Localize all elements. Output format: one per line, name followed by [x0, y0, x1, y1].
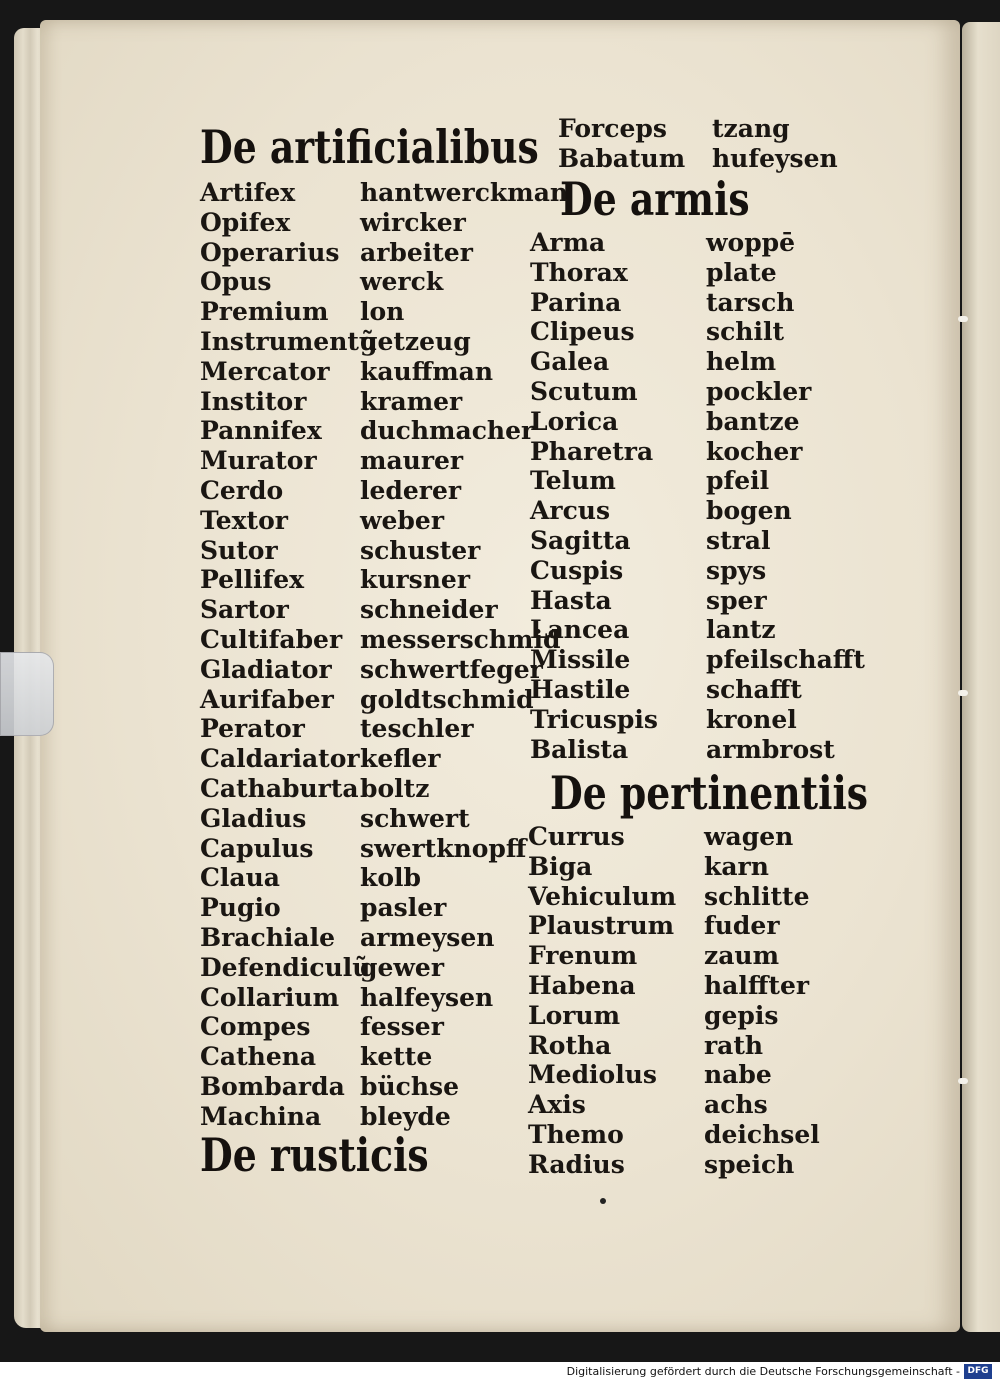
latin-term: Rotha: [528, 1030, 612, 1060]
latin-term: Hasta: [530, 585, 612, 615]
latin-term: Compes: [200, 1012, 311, 1042]
latin-term: Pugio: [200, 893, 281, 923]
german-term: speich: [704, 1149, 795, 1179]
latin-term: Axis: [528, 1090, 586, 1120]
german-term: zaum: [704, 941, 780, 971]
latin-term: Artifex: [200, 178, 296, 207]
german-term: kursner: [360, 565, 470, 595]
german-term: swertknopff: [360, 833, 527, 863]
latin-term: Mediolus: [528, 1060, 657, 1090]
binding-thread: [958, 1078, 968, 1084]
german-term: pfeilschafft: [706, 645, 865, 675]
latin-term: Telum: [530, 466, 616, 496]
latin-term: Lancea: [530, 615, 630, 645]
heading-armis: De armis: [560, 172, 750, 226]
german-term: wagen: [704, 822, 794, 851]
latin-term: Opus: [200, 267, 272, 297]
german-term: bleyde: [360, 1101, 451, 1131]
latin-term: Cerdo: [200, 476, 284, 505]
german-term: kronel: [706, 704, 797, 734]
german-term: kefler: [360, 744, 441, 774]
latin-term: Mercator: [200, 356, 330, 386]
latin-term: Pellifex: [200, 565, 305, 595]
german-term: werck: [360, 267, 444, 297]
german-term: arbeiter: [360, 237, 473, 267]
latin-term: Collarium: [200, 982, 340, 1012]
german-term: karn: [704, 851, 769, 881]
latin-term: Galea: [530, 347, 610, 377]
german-term: stral: [706, 526, 771, 555]
latin-term: Arma: [530, 228, 606, 257]
latin-term: Pannifex: [200, 416, 322, 446]
facing-page-edge: [962, 22, 1000, 1332]
german-term: armbrost: [706, 734, 835, 764]
latin-term: Claua: [200, 863, 280, 893]
latin-term: Institor: [200, 386, 307, 416]
latin-term: Vehiculum: [528, 881, 677, 911]
german-term: schlitte: [704, 881, 810, 911]
german-term: fesser: [360, 1012, 444, 1042]
latin-term: Aurifaber: [200, 684, 334, 714]
german-term: kramer: [360, 386, 463, 416]
digitization-footer: [0, 1362, 1000, 1382]
german-term: hantwerckman: [360, 178, 569, 207]
german-term: plate: [706, 257, 777, 287]
latin-term: Operarius: [200, 237, 340, 267]
latin-term: Balista: [530, 734, 629, 764]
german-term: woppē: [706, 228, 796, 257]
latin-term: Gladiator: [200, 654, 332, 684]
german-term: lantz: [706, 615, 776, 645]
latin-term: Missile: [530, 645, 631, 675]
binding-thread: [958, 690, 968, 696]
german-term: achs: [704, 1090, 768, 1120]
latin-term: Radius: [528, 1149, 625, 1179]
latin-term: Bombarda: [200, 1072, 345, 1101]
latin-term: Sartor: [200, 595, 289, 625]
german-term: halfeysen: [360, 982, 494, 1012]
latin-term: Opifex: [200, 207, 291, 237]
latin-term: Currus: [528, 822, 625, 851]
german-term: kette: [360, 1042, 433, 1072]
latin-term: Parina: [530, 287, 622, 317]
german-term: nabe: [704, 1060, 772, 1090]
latin-term: Capulus: [200, 833, 314, 863]
german-term: pockler: [706, 377, 812, 406]
binding-thread: [958, 316, 968, 322]
latin-term: Clipeus: [530, 317, 635, 347]
german-term: bantze: [706, 406, 800, 436]
latin-term: Caldariator: [200, 744, 360, 774]
german-term: weber: [360, 505, 444, 535]
german-term: pfeil: [706, 466, 770, 496]
latin-term: Tricuspis: [530, 704, 658, 734]
latin-term: Cuspis: [530, 555, 624, 585]
german-term: duchmacher: [360, 416, 535, 446]
latin-term: Sagitta: [530, 526, 631, 555]
german-term: kauffman: [360, 356, 494, 386]
latin-term: Sutor: [200, 535, 278, 565]
latin-term: Premium: [200, 297, 329, 327]
german-term: lederer: [360, 476, 462, 505]
german-term: fuder: [704, 911, 780, 941]
latin-term: Arcus: [530, 496, 611, 526]
german-term: büchse: [360, 1072, 460, 1101]
latin-term: Gladius: [200, 803, 307, 833]
latin-term: Cathaburta: [200, 774, 359, 803]
german-term: pasler: [360, 893, 447, 923]
heading-artificialibus: De artificialibus: [200, 120, 539, 174]
latin-term: Biga: [528, 851, 593, 881]
german-term: schwertfeger: [360, 654, 543, 684]
german-term: maurer: [360, 446, 464, 476]
footer-credit: Digitalisierung gefördert durch die Deutsche Forschungsgemeinschaft -: [566, 1365, 960, 1378]
german-term: gepis: [704, 1000, 779, 1030]
latin-term: Textor: [200, 505, 288, 535]
german-term: halffter: [704, 971, 810, 1000]
latin-term: Pharetra: [530, 436, 654, 466]
german-term: schwert: [360, 803, 470, 833]
latin-term: Habena: [528, 971, 636, 1000]
latin-term: Hastile: [530, 675, 631, 704]
page-mark: [600, 1198, 606, 1204]
latin-term: Lorica: [530, 406, 619, 436]
latin-term: Forceps: [558, 114, 667, 143]
german-term: kolb: [360, 863, 421, 893]
latin-term: Cathena: [200, 1042, 317, 1072]
german-term: hufeysen: [712, 144, 838, 173]
german-term: schuster: [360, 535, 481, 565]
german-term: messerschmid: [360, 625, 561, 654]
german-term: goldtschmid: [360, 684, 534, 714]
latin-term: Thorax: [530, 257, 628, 287]
latin-term: Lorum: [528, 1000, 621, 1030]
german-term: schneider: [360, 595, 498, 625]
german-term: getzeug: [360, 327, 471, 356]
latin-term: Murator: [200, 446, 317, 476]
german-term: deichsel: [704, 1120, 820, 1149]
latin-term: Machina: [200, 1101, 322, 1131]
dfg-logo: DFG: [964, 1364, 992, 1379]
latin-term: Themo: [528, 1120, 624, 1149]
german-term: lon: [360, 297, 405, 327]
heading-rusticis: De rusticis: [200, 1128, 429, 1182]
german-term: rath: [704, 1030, 764, 1060]
latin-term: Perator: [200, 714, 305, 744]
german-term: spys: [706, 555, 767, 585]
german-term: gewer: [360, 952, 444, 982]
latin-term: Babatum: [558, 144, 686, 173]
heading-pertinentiis: De pertinentiis: [550, 766, 869, 820]
latin-term: Scutum: [530, 377, 638, 406]
german-term: armeysen: [360, 923, 495, 952]
german-term: wircker: [360, 207, 466, 237]
latin-term: Defendiculũ: [200, 952, 371, 982]
german-term: tzang: [712, 114, 790, 143]
german-term: schafft: [706, 675, 802, 704]
german-term: boltz: [360, 774, 430, 803]
latin-term: Instrumentũ: [200, 327, 378, 356]
latin-term: Frenum: [528, 941, 638, 971]
german-term: teschler: [360, 714, 474, 744]
latin-term: Plaustrum: [528, 911, 675, 941]
german-term: sper: [706, 585, 767, 615]
german-term: kocher: [706, 436, 803, 466]
german-term: helm: [706, 347, 777, 377]
german-term: tarsch: [706, 287, 795, 317]
german-term: bogen: [706, 496, 792, 526]
german-term: schilt: [706, 317, 785, 347]
page-clip: [0, 652, 54, 736]
latin-term: Cultifaber: [200, 625, 343, 654]
latin-term: Brachiale: [200, 923, 335, 952]
